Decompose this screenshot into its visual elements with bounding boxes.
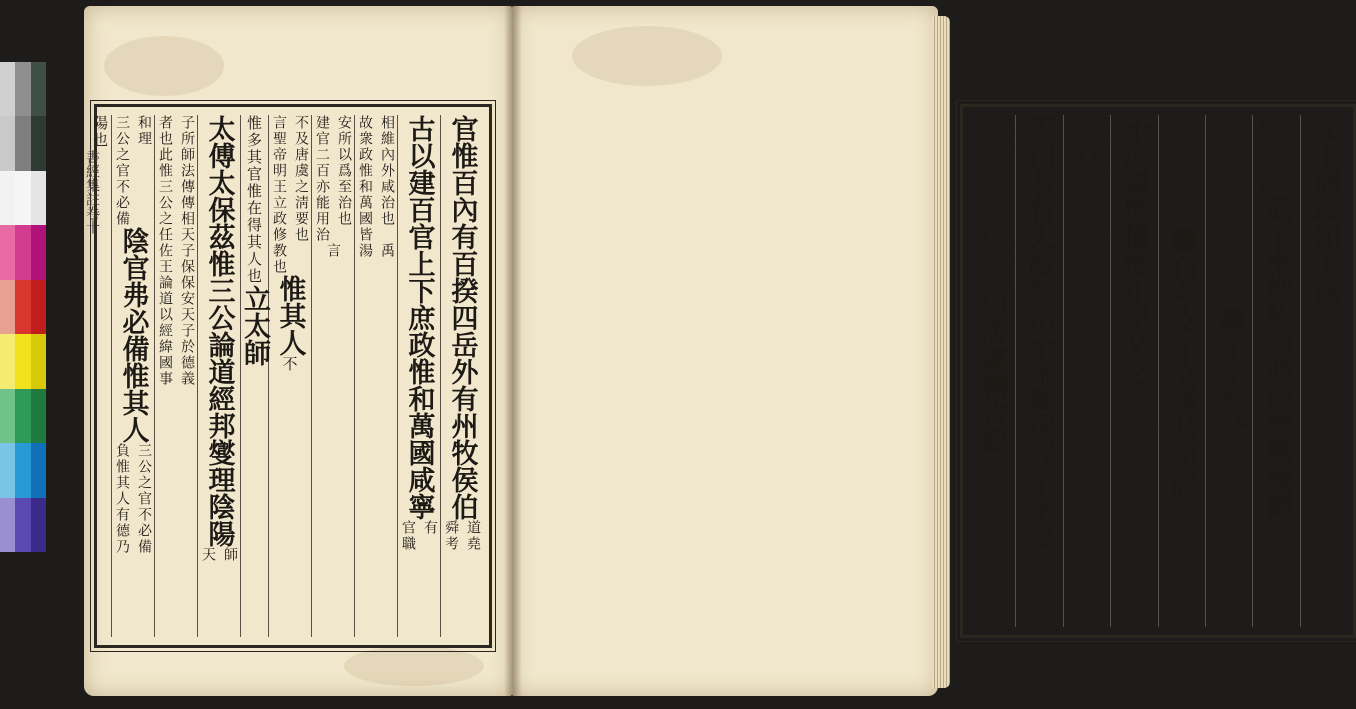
left-page [84, 6, 512, 696]
annotation-pair [269, 115, 311, 275]
annotation-pair [355, 115, 397, 243]
open-book [80, 6, 1343, 702]
annotation-text: 繼 [1232, 415, 1249, 431]
annotation-pair [312, 115, 354, 243]
annotation-text: 獄衆愼其勿誤也 [1067, 115, 1084, 227]
main-text: 文王罔敢知于茲 [1308, 115, 1340, 304]
text-column [311, 115, 354, 637]
annotation-text: 陽也 [91, 115, 109, 149]
text-column [397, 115, 440, 637]
text-column [1252, 115, 1299, 627]
color-patch [0, 116, 46, 170]
main-text: 于庶獄庶愼惟正是乂之 [1118, 115, 1150, 385]
annotation-text: 三公之官不必備 [114, 115, 130, 227]
annotation-text: 言 [325, 243, 341, 259]
annotation-text: 亂未危之前思患豫防之 [973, 115, 990, 275]
annotation-pair [112, 443, 154, 555]
color-patch [0, 62, 46, 116]
annotation-pair [1161, 115, 1203, 227]
text-column [354, 115, 397, 637]
annotation-text: 天 [200, 547, 216, 563]
annotation-text: 湯 [357, 243, 373, 259]
main-text: 庶政惟和萬國咸寧 [403, 304, 435, 520]
annotation-pair [323, 243, 343, 259]
annotation-text: 賢能而已也 [1257, 115, 1274, 195]
annotation-pair [398, 520, 440, 552]
text-column [440, 115, 483, 637]
annotation-text: 有 [422, 520, 438, 536]
main-text: 古以建百官上下 [403, 115, 435, 304]
text-column [197, 115, 240, 637]
annotation-pair [198, 547, 240, 563]
text-column [1300, 115, 1347, 627]
left-margin-title: 書經集註卷十 [84, 150, 100, 234]
annotation-text: 知於此委任 [1279, 115, 1296, 195]
main-text: 官惟百內有百揆四岳外有州牧侯伯 [446, 115, 478, 520]
text-column [1205, 115, 1252, 627]
annotation-text: 言 [1042, 547, 1059, 563]
annotation-text: 今已爲王矣不可 [1184, 115, 1201, 227]
main-text: 王曰若昔大猷制治于未亂保邦于未危 [1024, 115, 1056, 547]
annotation-pair [1019, 547, 1061, 563]
main-text: 武王率惟敉功弗敢替厥義德 [1260, 195, 1292, 519]
annotation-text: 道堯 [465, 520, 481, 552]
color-patch [0, 280, 46, 334]
annotation-text: 惟多其官惟在得其人也 [245, 115, 263, 285]
main-text: 惟其人 [274, 275, 306, 356]
annotation-text: 不敢廢其義德奉遵父道也 [1210, 115, 1227, 291]
color-patch [0, 498, 46, 552]
annotation-text: 禹 [379, 243, 395, 259]
annotation-text: 子所師法傳傳相天子保保安天子於德義 [179, 115, 195, 387]
text-column [1158, 115, 1205, 627]
text-column [154, 115, 197, 637]
annotation-text: 順古大道制治安國必於未 [995, 115, 1012, 291]
color-patch [0, 171, 46, 225]
annotation-pair [1208, 115, 1250, 307]
annotation-text: 惟以正是之道治衆 [1089, 115, 1106, 243]
annotation-pair [971, 115, 1013, 291]
book-gutter [504, 6, 522, 696]
main-text: 立太師 [239, 285, 270, 366]
annotation-text: 安所以爲至治也 [336, 115, 352, 227]
color-calibration-chart [0, 62, 46, 552]
annotation-pair [155, 115, 197, 387]
right-text-frame [960, 104, 1356, 638]
annotation-pair [441, 520, 483, 552]
text-column [1110, 115, 1157, 627]
annotation-text: 相維內外咸治也 [379, 115, 395, 227]
main-text: 太傅太保茲惟三公論道經邦燮理陰陽 [203, 115, 235, 547]
annotation-text: 故衆政惟和萬國皆 [357, 115, 373, 243]
annotation-text: 者也此惟三公之任佐王論道以經緯國事 [157, 115, 173, 387]
annotation-pair [1113, 385, 1155, 497]
annotation-text: 是萬民順法用違法衆獄 [1326, 304, 1343, 464]
annotation-text: 舜考 [443, 520, 459, 552]
annotation-text: 師 [222, 547, 238, 563]
text-column [1015, 115, 1062, 627]
annotation-text: 三公之官不必備 [136, 443, 152, 555]
annotation-pair [355, 243, 397, 259]
text-column [969, 115, 1015, 627]
annotation-text: 官職 [400, 520, 416, 552]
text-column [111, 115, 154, 637]
main-text: 官弗必備惟其人 [117, 254, 149, 443]
annotation-text: 負惟其人有德乃 [114, 443, 130, 555]
text-column [1063, 115, 1110, 627]
text-column [268, 115, 311, 637]
main-text: 曰唐虞稽古建 [976, 291, 1008, 453]
right-page [512, 6, 1343, 696]
page-edges [932, 16, 950, 688]
annotation-pair [1208, 415, 1250, 431]
annotation-text: 子孫也從今以往 [1115, 385, 1132, 497]
annotation-text: 不勤法祖考也 [1162, 115, 1179, 211]
annotation-pair [1066, 115, 1108, 243]
annotation-pair [1303, 304, 1345, 464]
color-patch [0, 334, 46, 388]
text-column [240, 115, 268, 637]
annotation-text: 言聖帝明王立政修教也 [271, 115, 287, 275]
annotation-pair [1255, 115, 1297, 195]
main-text: 陰 [117, 227, 149, 254]
annotation-text: 不 [280, 356, 299, 373]
main-text: 繼自今文子文孫其勿誤 [1166, 227, 1198, 497]
annotation-text: 衆慎之事文王一無敢自 [1304, 304, 1321, 464]
annotation-text: 不及唐虞之淸要也 [293, 115, 309, 243]
main-text: 孺子王矣 [1213, 307, 1245, 415]
annotation-text: 子 [1210, 415, 1227, 431]
annotation-text: 當 [1020, 547, 1037, 563]
annotation-text: 建官二百亦能用治 [314, 115, 330, 243]
color-patch [0, 225, 46, 279]
annotation-text: 文子孫文之王之 [1137, 385, 1154, 497]
annotation-text: 和理 [136, 115, 152, 147]
color-patch [0, 389, 46, 443]
annotation-text: 武王循惟文王撫安天下之功 [1232, 115, 1249, 307]
color-patch [0, 443, 46, 497]
annotation-pair [112, 115, 154, 227]
